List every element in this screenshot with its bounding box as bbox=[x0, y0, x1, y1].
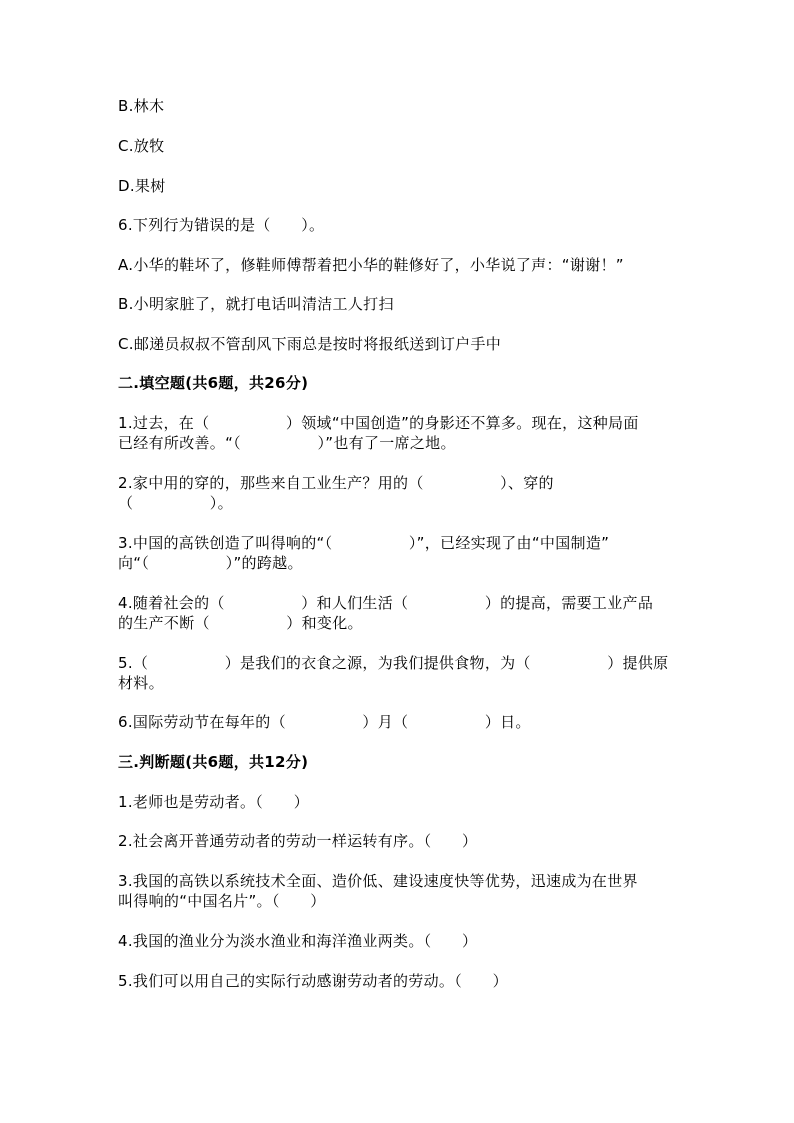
q6-stem: 6.下列行为错误的是（ ）。 bbox=[118, 216, 325, 234]
fill-q3-line2: 向“（ ）”的跨越。 bbox=[118, 554, 303, 572]
option-c: C.放牧 bbox=[118, 137, 165, 155]
fill-q2-line2: （ ）。 bbox=[118, 494, 233, 512]
q6-option-b: B.小明家脏了，就打电话叫清洁工人打扫 bbox=[118, 295, 394, 313]
fill-q3-line1: 3.中国的高铁创造了叫得响的“（ ）”，已经实现了由“中国制造” bbox=[118, 534, 610, 552]
fill-q1-line2: 已经有所改善。“（ ）”也有了一席之地。 bbox=[118, 434, 456, 452]
judge-q2: 2.社会离开普通劳动者的劳动一样运转有序。（ ） bbox=[118, 832, 478, 850]
fill-q5-line1: 5.（ ）是我们的衣食之源，为我们提供食物，为（ ）提供原 bbox=[118, 654, 669, 672]
fill-q1-line1: 1.过去，在（ ）领域“中国创造”的身影还不算多。现在，这种局面 bbox=[118, 414, 639, 432]
option-d: D.果树 bbox=[118, 177, 166, 195]
judge-q1: 1.老师也是劳动者。（ ） bbox=[118, 793, 310, 811]
fill-q2-line1: 2.家中用的穿的，那些来自工业生产？用的（ ）、穿的 bbox=[118, 474, 554, 492]
judge-q4: 4.我国的渔业分为淡水渔业和海洋渔业两类。（ ） bbox=[118, 932, 478, 950]
fill-q6-line1: 6.国际劳动节在每年的（ ）月（ ）日。 bbox=[118, 713, 531, 731]
judge-q3-line2: 叫得响的“中国名片”。（ ） bbox=[118, 892, 326, 910]
q6-option-a: A.小华的鞋坏了，修鞋师傅帮着把小华的鞋修好了，小华说了声：“谢谢！” bbox=[118, 256, 624, 274]
fill-q4-line1: 4.随着社会的（ ）和人们生活（ ）的提高，需要工业产品 bbox=[118, 594, 654, 612]
judge-q5: 5.我们可以用自己的实际行动感谢劳动者的劳动。（ ） bbox=[118, 972, 508, 990]
section-three-title: 三.判断题(共6题，共12分) bbox=[118, 753, 309, 771]
option-b: B.林木 bbox=[118, 97, 165, 115]
fill-q4-line2: 的生产不断（ ）和变化。 bbox=[118, 614, 363, 632]
judge-q3-line1: 3.我国的高铁以系统技术全面、造价低、建设速度快等优势，迅速成为在世界 bbox=[118, 872, 638, 890]
q6-option-c: C.邮递员叔叔不管刮风下雨总是按时将报纸送到订户手中 bbox=[118, 335, 502, 353]
section-two-title: 二.填空题(共6题，共26分) bbox=[118, 374, 309, 392]
fill-q5-line2: 材料。 bbox=[118, 674, 164, 692]
